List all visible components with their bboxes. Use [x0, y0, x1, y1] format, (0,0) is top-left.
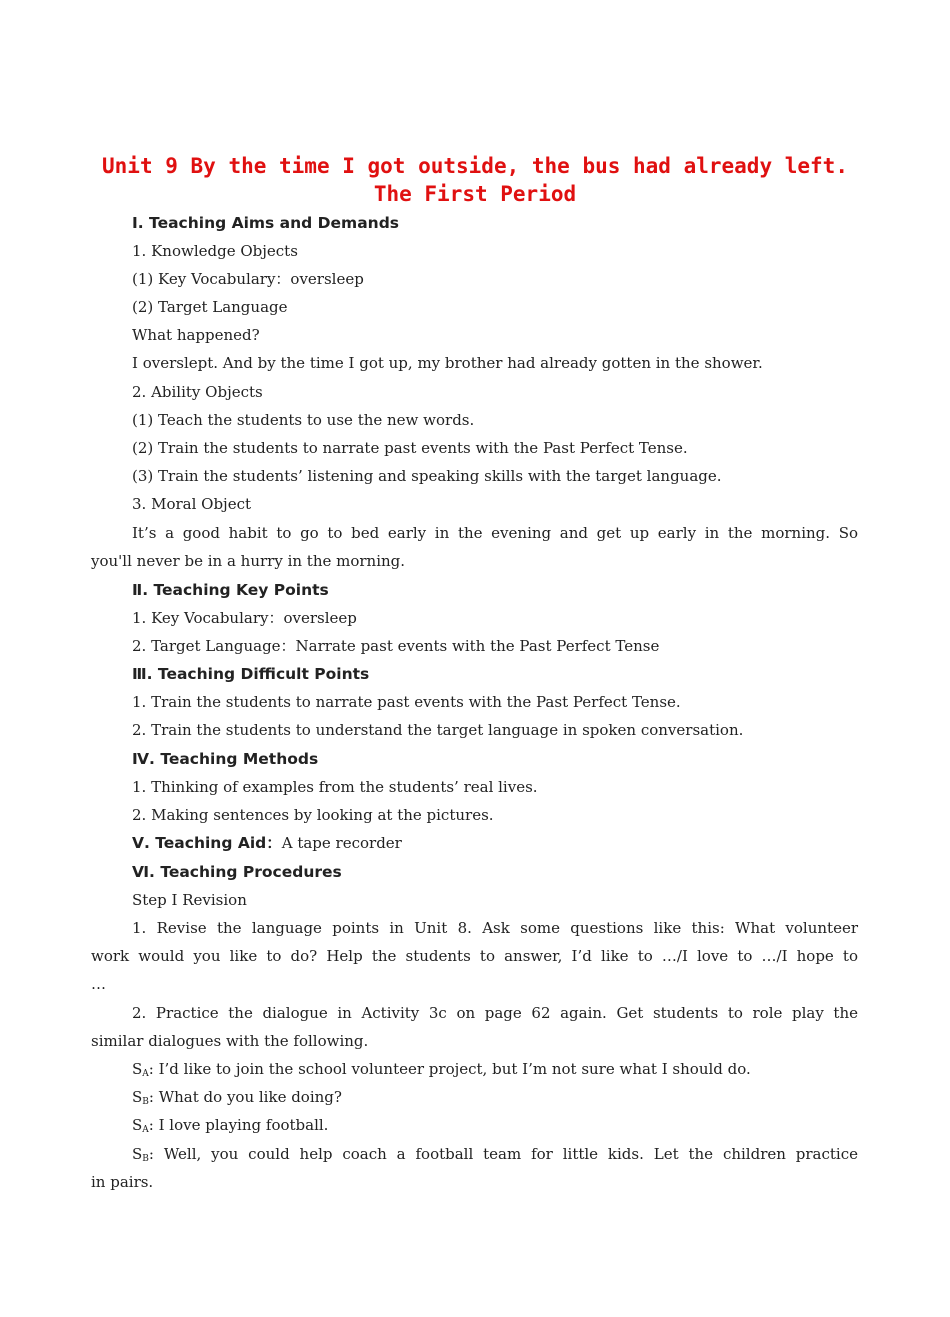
section-heading: Ⅳ. Teaching Methods — [132, 750, 319, 768]
paragraph: … — [91, 975, 106, 993]
list-item: 2. Target Language：Narrate past events with the Past Perfect Tense — [132, 637, 660, 655]
paragraph: A tape recorder — [281, 834, 402, 852]
list-item: 1. Knowledge Objects — [132, 242, 298, 260]
paragraph: 2. Practice the dialogue in Activity 3c on page 62 again. Get students to role play the — [132, 1004, 858, 1022]
section-heading: Ⅴ. Teaching Aid： — [132, 834, 282, 852]
section-heading: Ⅰ. Teaching Aims and Demands — [132, 214, 400, 232]
paragraph: 1. Revise the language points in Unit 8. Ask some questions like this: What volunteer — [132, 919, 858, 937]
list-item: (1) Key Vocabulary：oversleep — [132, 270, 364, 288]
paragraph: work would you like to do? Help the students to answer, I’d like to …/I love to …/I hope to — [91, 947, 858, 965]
section-heading: Ⅲ. Teaching Difficult Points — [132, 665, 370, 683]
list-item: (2) Train the students to narrate past events with the Past Perfect Tense. — [132, 439, 688, 457]
list-item: 2. Making sentences by looking at the pictures. — [132, 806, 494, 824]
list-item: 1. Thinking of examples from the students’ real lives. — [132, 778, 538, 796]
section-heading: Ⅵ. Teaching Procedures — [132, 863, 342, 881]
list-item: 1. Train the students to narrate past events with the Past Perfect Tense. — [132, 693, 681, 711]
dialogue-line: $S_A$: I love playing football. — [132, 1116, 329, 1135]
section-heading-row — [132, 829, 858, 857]
paragraph: I overslept. And by the time I got up, my brother had already gotten in the shower. — [132, 354, 763, 372]
paragraph: in pairs. — [91, 1173, 154, 1191]
dialogue-line: $S_B$: Well, you could help coach a football team for little kids. Let the children practice — [132, 1145, 858, 1164]
list-item: 1. Key Vocabulary：oversleep — [132, 609, 357, 627]
list-item: (3) Train the students’ listening and speaking skills with the target language. — [132, 467, 722, 485]
list-item: (1) Teach the students to use the new words. — [132, 411, 475, 429]
paragraph: you'll never be in a hurry in the morning. — [91, 552, 406, 570]
list-item: 2. Ability Objects — [132, 383, 263, 401]
list-item: 3. Moral Object — [132, 495, 252, 513]
paragraph: What happened? — [132, 326, 260, 344]
page-title: Unit 9 By the time I got outside, the bus had already left. — [102, 154, 848, 178]
section-heading: Ⅱ. Teaching Key Points — [132, 581, 329, 599]
paragraph: similar dialogues with the following. — [91, 1032, 369, 1050]
step-heading: Step Ⅰ Revision — [132, 891, 247, 909]
list-item: 2. Train the students to understand the target language in spoken conversation. — [132, 721, 744, 739]
dialogue-line: $S_B$: What do you like doing? — [132, 1088, 342, 1107]
paragraph: It’s a good habit to go to bed early in the evening and get up early in the morning. So — [132, 524, 858, 542]
dialogue-line: $S_A$: I’d like to join the school volunteer project, but I’m not sure what I should do. — [132, 1060, 751, 1079]
page-subtitle: The First Period — [373, 182, 577, 206]
list-item: (2) Target Language — [132, 298, 288, 316]
